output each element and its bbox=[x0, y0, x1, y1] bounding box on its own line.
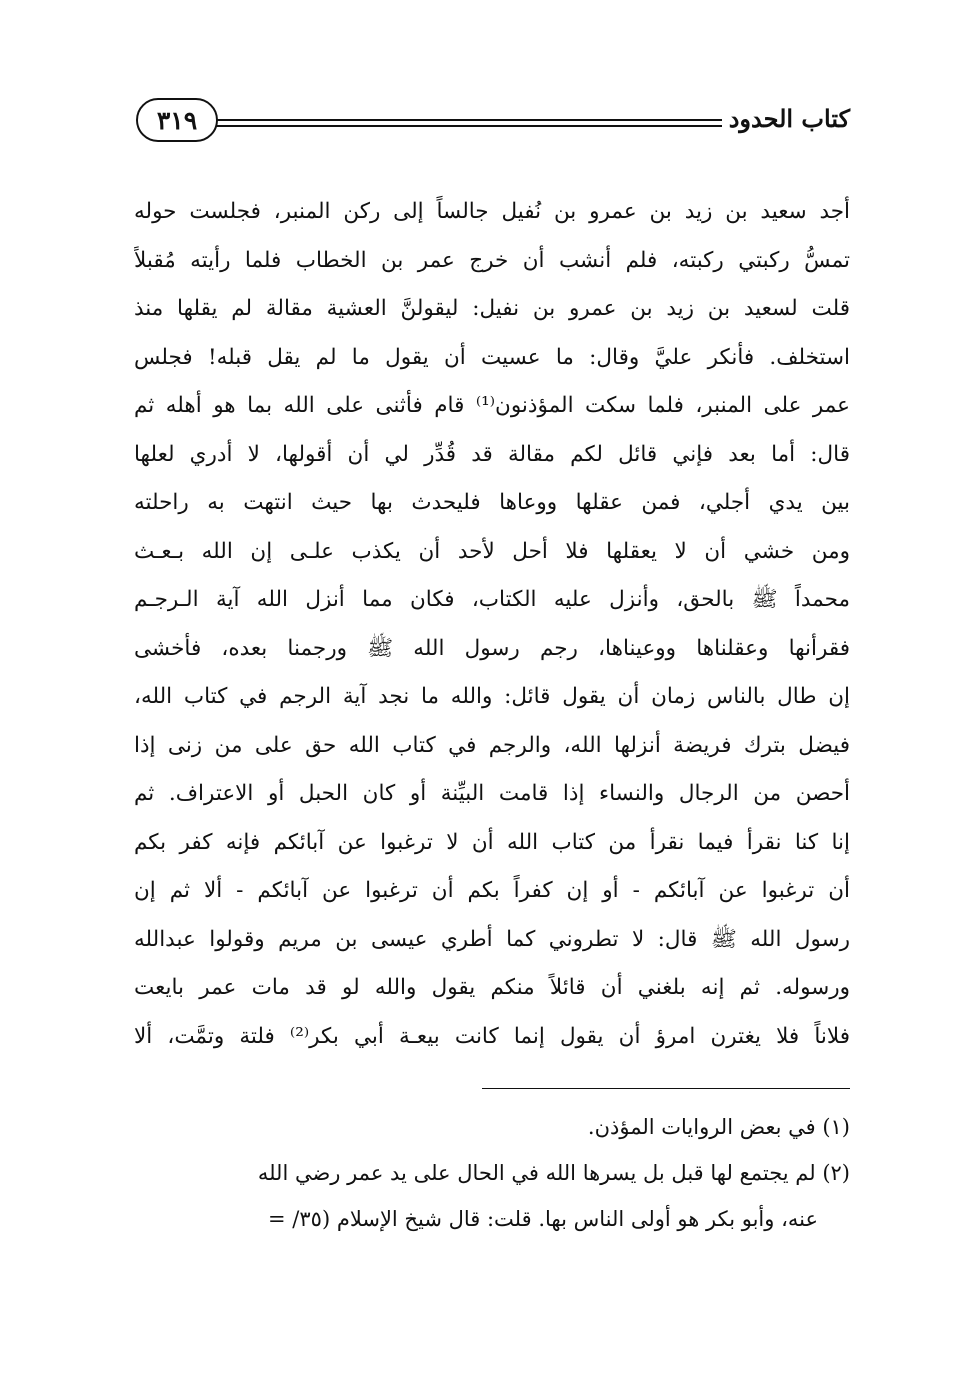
main-text bbox=[134, 188, 850, 1061]
text-line: فلاناً فلا يغترن امرؤ أن يقول إنما كانت بيعـة أبي بكر⁽²⁾ فلتة وتمَّت، ألا bbox=[134, 1023, 850, 1049]
text-line: إنا كنا نقرأ فيما نقرأ من كتاب الله أن لا ترغبوا عن آبائكم فإنه كفر بكم bbox=[134, 829, 850, 855]
footnote-separator bbox=[482, 1088, 850, 1089]
text-line: قال: أما بعد فإني قائل لكم مقالة قد قُدِّر لي أن أقولها، لا أدري لعلها bbox=[134, 441, 850, 467]
chapter-title: كتاب الحدود bbox=[728, 104, 850, 133]
text-line: أجد سعيد بن زيد بن عمرو بن نُفيل جالساً إلى ركن المنبر، فجلست حوله bbox=[134, 199, 850, 224]
footnote-2: (٢) لم يجتمع لها قبل بل يسرها الله في الحال على يد عمر رضي الله bbox=[257, 1161, 850, 1185]
text-line: محمداً ﷺ بالحق، وأنزل عليه الكتاب، فكان مما أنزل الله آية الـرجـم bbox=[134, 587, 850, 612]
text-line: فيضل بترك فريضة أنزلها الله، والرجم في كتاب الله حق على من زنى إذا bbox=[134, 732, 850, 758]
text-line: رسول الله ﷺ قال: لا تطروني كما أطري عيسى بن مريم وقولوا عبدالله bbox=[134, 926, 850, 952]
running-header bbox=[134, 96, 850, 148]
page-number-badge bbox=[136, 98, 218, 142]
header-rule-second bbox=[210, 125, 722, 127]
footnote-1: (١) في بعض الروايات المؤذن. bbox=[587, 1115, 850, 1139]
footnotes bbox=[134, 1104, 850, 1242]
text-line: أن ترغبوا عن آبائكم - أو إن كفراً بكم أن ترغبوا عن آبائكم - ألا ثم إن bbox=[134, 878, 850, 903]
text-line: إن طال بالناس زمان أن يقول قائل: والله ما نجد آية الرجم في كتاب الله، bbox=[134, 684, 850, 709]
footnote-2-continuation: عنه، وأبو بكر هو أولى الناس بها. قلت: قال شيخ الإسلام (٣٥/ = bbox=[268, 1207, 818, 1231]
text-line: أحصن من الرجال والنساء إذا قامت البيِّنة أو كان الحبل أو الاعتراف. ثم bbox=[134, 781, 850, 806]
text-line: بين يدي أجلي، فمن عقلها ووعاها فليحدث بها حيث انتهت به راحلته bbox=[134, 490, 850, 515]
text-line: قلت لسعيد بن زيد بن عمرو بن نفيل: ليقولنَّ العشية مقالة لم يقلها منذ bbox=[134, 296, 850, 321]
page-number: ٣١٩ bbox=[156, 105, 198, 135]
text-line: تمسُّ ركبتي ركبته، فلم أنشب أن خرج عمر بن الخطاب فلما رأيته مُقبلاً bbox=[134, 247, 850, 273]
text-line: عمر على المنبر، فلما سكت المؤذنون⁽¹⁾ قام فأثنى على الله بما هو أهله ثم bbox=[134, 393, 850, 418]
text-line: فقرأنها وعقلناها ووعيناها، رجم رسول الله ﷺ ورجمنا بعده، فأخشى bbox=[134, 635, 850, 661]
text-line: ورسوله. ثم إنه بلغني أن قائلاً منكم يقول والله لو قد مات عمر بايعت bbox=[134, 975, 850, 1000]
header-rule bbox=[210, 119, 722, 121]
text-line: ومن خشي أن لا يعقلها فلا أحل لأحد أن يكذب علـى إن الله بـعـث bbox=[134, 538, 850, 564]
text-line: استخلف. فأنكر عليَّ وقال: ما عسيت أن يقول ما لم يقل قبله! فجلس bbox=[134, 344, 850, 370]
